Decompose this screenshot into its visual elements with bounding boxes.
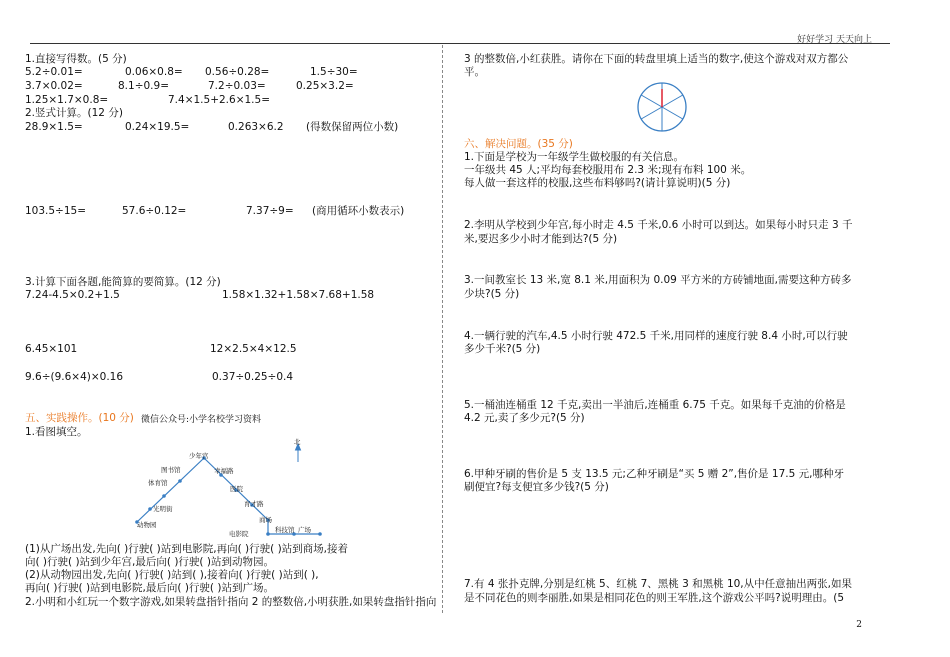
s5-line: 再向( )行驶( )站到电影院,最后向( )行驶( )站到广场。 (25, 582, 274, 594)
section5-title: 五、实践操作。(10 分) (25, 412, 134, 424)
s5-line: 2.小明和小红玩一个数字游戏,如果转盘指针指向 2 的整数倍,小明获胜,如果转盘指针指向 (25, 596, 437, 608)
q1-item: 7.4×1.5+2.6×1.5= (168, 94, 270, 106)
q1-item: 0.25×3.2= (296, 80, 354, 92)
p3-line: 3.一间教室长 13 米,宽 8.1 米,用面积为 0.09 平方米的方砖铺地面,需要这种方砖多 (464, 274, 852, 286)
stop-marker (178, 479, 182, 483)
p1-line: 每人做一套这样的校服,这些布料够吗?(请计算说明)(5 分) (464, 177, 731, 189)
q1-item: 0.56÷0.28= (205, 66, 270, 78)
s5-line: 向( )行驶( )站到少年宫,最后向( )行驶( )站到动物园。 (25, 556, 274, 568)
q2-title: 2.竖式计算。(12 分) (25, 107, 123, 119)
map-label-tiyuguan: 体育馆 (148, 479, 168, 487)
p6-line: 刷便宜?每支便宜多少钱?(5 分) (464, 481, 609, 493)
p7-line: 7.有 4 张扑克牌,分别是红桃 5、红桃 7、黑桃 3 和黑桃 10,从中任意抽出两张,如果 (464, 578, 852, 590)
section5-note: 微信公众号:小学名校学习资料 (141, 415, 262, 425)
spinner-wheel (635, 80, 689, 134)
stop-marker (148, 507, 152, 511)
r-line: 3 的整数倍,小红获胜。请你在下面的转盘里填上适当的数字,使这个游戏对双方都公 (464, 53, 849, 65)
map-label-keji: 科技馆 (275, 526, 295, 534)
q1-item: 1.5÷30= (310, 66, 358, 78)
q3-item: 7.24-4.5×0.2+1.5 (25, 289, 120, 301)
r-line: 平。 (464, 66, 485, 78)
map-label-guangming: 光明街 (153, 505, 173, 513)
header-rule (30, 43, 890, 44)
stop-marker (162, 494, 166, 498)
s5-line: (1)从广场出发,先向( )行驶( )站到电影院,再向( )行驶( )站到商场,接着 (25, 543, 349, 555)
map-label-shangchang: 商场 (259, 516, 272, 524)
p5-line: 5.一桶油连桶重 12 千克,卖出一半油后,连桶重 6.75 千克。如果每千克油的价格是 (464, 399, 846, 411)
map-label-dianyingyuan: 电影院 (229, 530, 249, 538)
q1-item: 1.25×1.7×0.8= (25, 94, 109, 106)
q3-title: 3.计算下面各题,能简算的要简算。(12 分) (25, 276, 221, 288)
q3-item: 9.6÷(9.6×4)×0.16 (25, 371, 124, 383)
q2-item: 57.6÷0.12= (122, 205, 187, 217)
p5-line: 4.2 元,卖了多少元?(5 分) (464, 412, 585, 424)
section6-title: 六、解决问题。(35 分) (464, 138, 573, 150)
north-label: 北 (294, 438, 301, 446)
q3-item: 12×2.5×4×12.5 (210, 343, 297, 355)
p3-line: 少块?(5 分) (464, 288, 520, 300)
q2-note: (商用循环小数表示) (312, 205, 405, 217)
q2-item: 28.9×1.5= (25, 121, 83, 133)
map-label-guangchang: 广场 (298, 526, 311, 534)
q3-item: 1.58×1.32+1.58×7.68+1.58 (222, 289, 375, 301)
map-label-yiyuan: 医院 (230, 485, 243, 493)
stop-marker (266, 532, 270, 536)
q2-item: 0.263×6.2 (228, 121, 284, 133)
page-number: 2 (856, 620, 862, 630)
map-label-dongwuyuan: 动物园 (137, 521, 157, 529)
s5-q1-title: 1.看图填空。 (25, 426, 88, 438)
s5-line: (2)从动物园出发,先向( )行驶( )站到( ),接着向( )行驶( )站到( ), (25, 569, 319, 581)
q1-item: 7.2÷0.03= (208, 80, 266, 92)
q1-title: 1.直接写得数。(5 分) (25, 53, 127, 65)
q3-item: 6.45×101 (25, 343, 78, 355)
q2-note: (得数保留两位小数) (306, 121, 399, 133)
p2-line: 米,要迟多少小时才能到达?(5 分) (464, 233, 618, 245)
p6-line: 6.甲种牙刷的售价是 5 支 13.5 元;乙种牙刷是“买 5 赠 2”,售价是 17.5 元,哪种牙 (464, 468, 844, 480)
q1-item: 3.7×0.02= (25, 80, 83, 92)
q1-item: 0.06×0.8= (125, 66, 183, 78)
q1-item: 5.2÷0.01= (25, 66, 83, 78)
p1-line: 一年级共 45 人;平均每套校服用布 2.3 米;现有布料 100 米。 (464, 164, 752, 176)
q3-item: 0.37÷0.25÷0.4 (212, 371, 294, 383)
map-label-shaonian: 少年宫 (189, 452, 209, 460)
q2-item: 7.37÷9= (246, 205, 294, 217)
p1-line: 1.下面是学校为一年级学生做校服的有关信息。 (464, 151, 685, 163)
stop-marker (318, 532, 322, 536)
q2-item: 103.5÷15= (25, 205, 87, 217)
q2-item: 0.24×19.5= (125, 121, 190, 133)
p7-line: 是不同花色的则李丽胜,如果是相同花色的则王军胜,这个游戏公平吗?说明理由。(5 (464, 592, 845, 604)
p4-line: 4.一辆行驶的汽车,4.5 小时行驶 472.5 千米,用同样的速度行驶 8.4 小时,可以行驶 (464, 330, 848, 342)
p4-line: 多少千米?(5 分) (464, 343, 541, 355)
map-label-yucai: 育才路 (244, 500, 264, 508)
map-label-tushuguan: 图书馆 (161, 466, 181, 474)
p2-line: 2.李明从学校到少年宫,每小时走 4.5 千米,0.6 小时可以到达。如果每小时只走 3 千 (464, 219, 853, 231)
column-divider (442, 45, 444, 613)
header-motto: 好好学习 天天向上 (797, 35, 872, 45)
map-label-xingfu: 幸福路 (214, 467, 234, 475)
q1-item: 8.1÷0.9= (118, 80, 169, 92)
